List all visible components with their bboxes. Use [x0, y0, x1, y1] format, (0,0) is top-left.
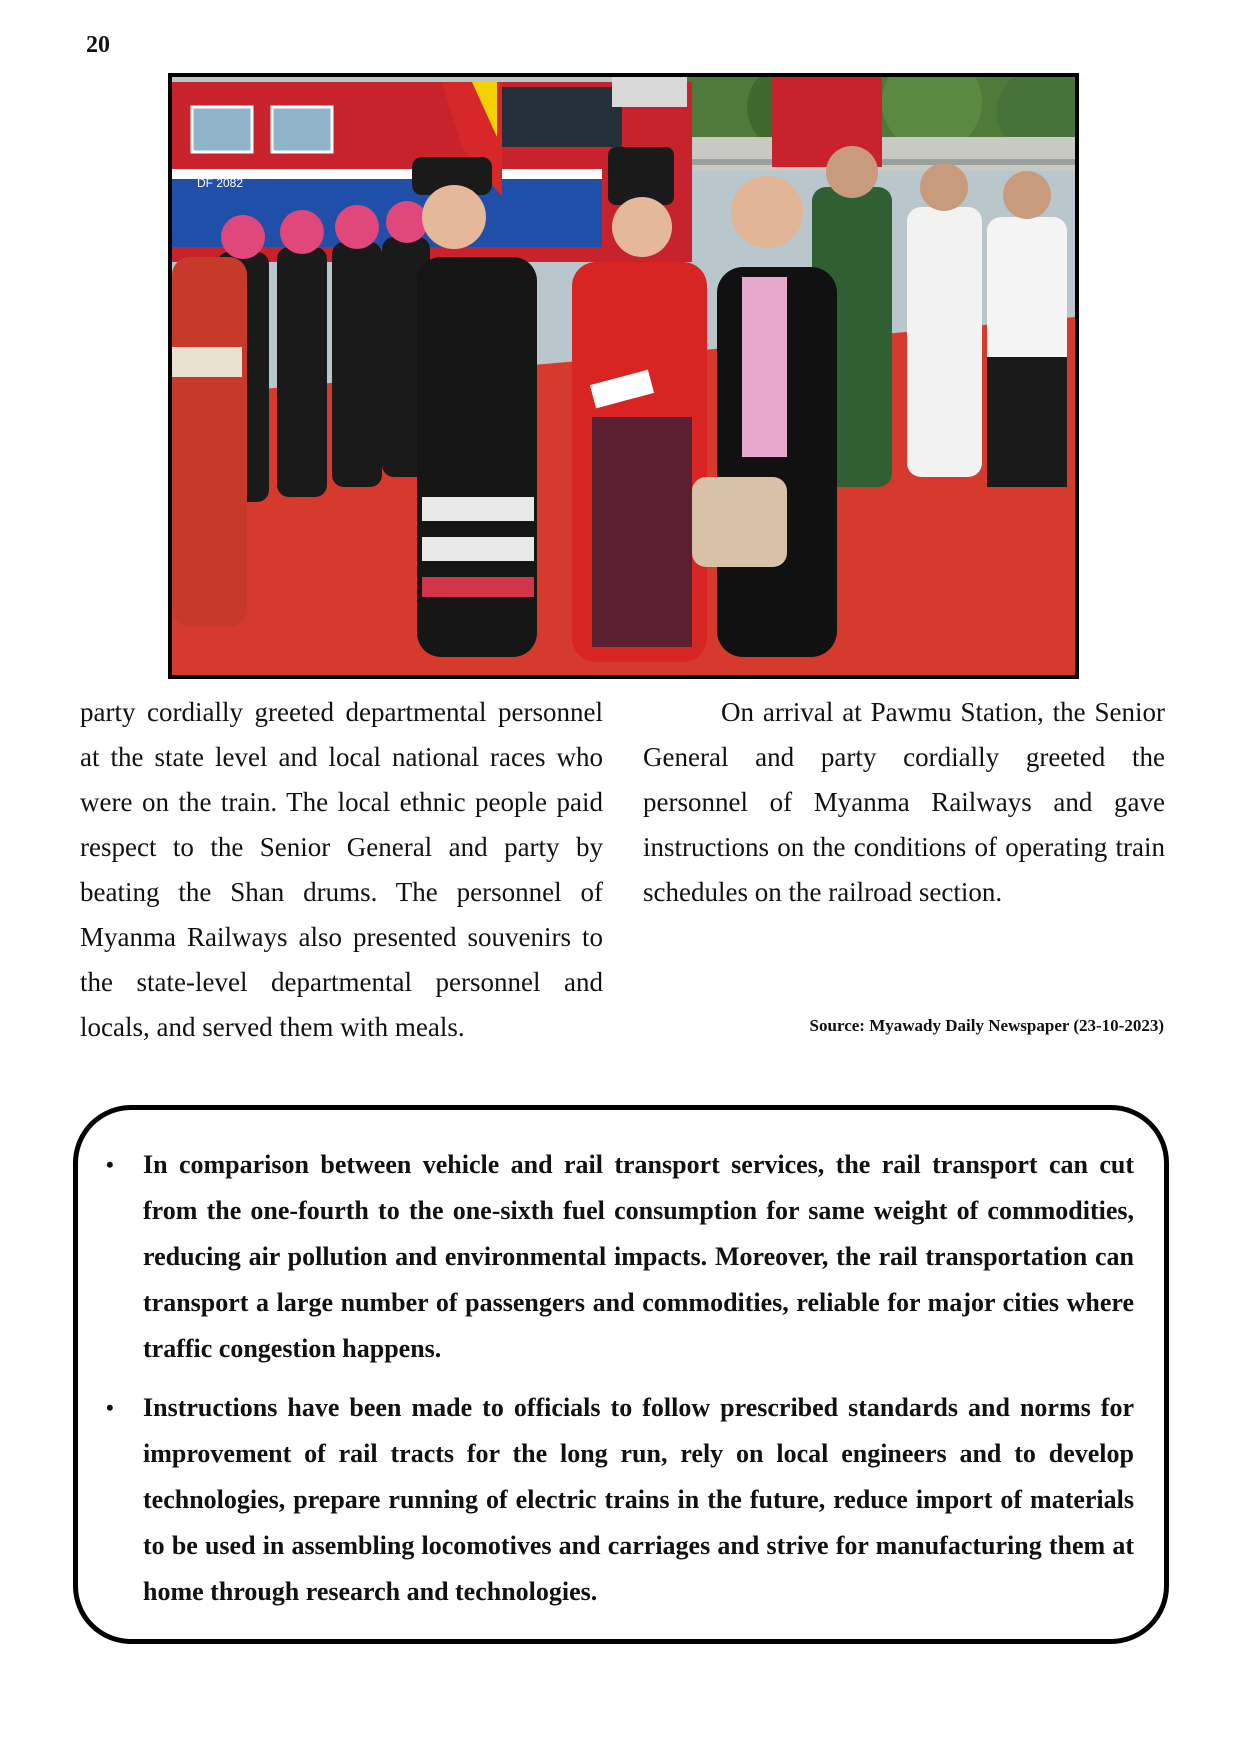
key-point-text: Instructions have been made to officials to follow prescribed standards and norms for improvement of rail tracts for the long run, rely on local engineers and to develop technologies, prepare running of electric trains in the future, reduce import of materials to be used in assembling locomotives and carriages and strive for manufacturing them at home through research and technologies. — [143, 1393, 1134, 1606]
key-point-item — [106, 1142, 1134, 1372]
officials-group — [812, 146, 1067, 487]
woman-left — [172, 257, 247, 627]
article-paragraph: On arrival at Pawmu Station, the Senior General and party cordially greeted the personnel of Myanma Railways and gave instructions on the conditions of operating train schedules on the railroad section. — [643, 697, 1165, 907]
bullet-icon: • — [106, 1395, 114, 1420]
article-right-column — [643, 690, 1165, 915]
key-points-list — [78, 1110, 1164, 1615]
article-left-column — [80, 690, 603, 1050]
locomotive-number: DF 2082 — [197, 176, 244, 190]
key-point-text: In comparison between vehicle and rail transport services, the rail transport can cut from the one-fourth to the one-sixth fuel consumption for same weight of commodities, reducing air pollution and environmental impacts. Moreover, the rail transportation can transport a large number of passengers and commodities, reliable for major cities where traffic congestion happens. — [143, 1150, 1134, 1363]
bullet-icon: • — [106, 1152, 114, 1177]
source-citation: Source: Myawady Daily Newspaper (23-10-2023) — [809, 1016, 1164, 1035]
article-paragraph: party cordially greeted departmental personnel at the state level and local national races who were on the train. The local ethnic people paid respect to the Senior General and party by beating the Shan drums. The personnel of Myanma Railways also presented souvenirs to the state-level departmental personnel and locals, and served them with meals. — [80, 697, 603, 1042]
key-points-box — [73, 1105, 1169, 1644]
ceremony-photo-illustration — [172, 77, 1075, 675]
handbag — [692, 477, 787, 567]
page-number: 20 — [86, 32, 110, 58]
news-photo — [168, 73, 1079, 679]
key-point-item — [106, 1385, 1134, 1615]
